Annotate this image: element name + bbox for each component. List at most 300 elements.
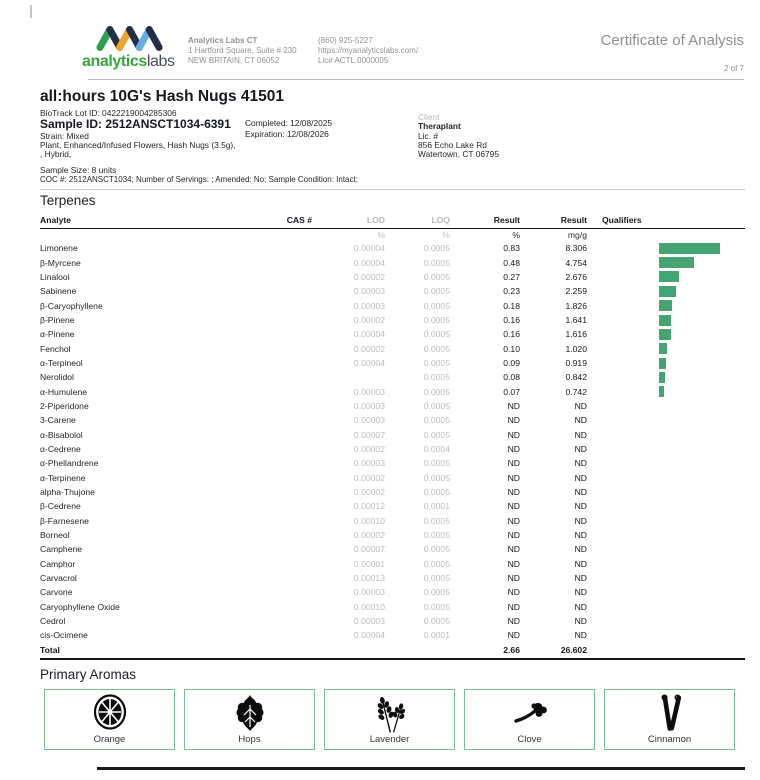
result-mgg-value: 1.826 <box>565 300 587 311</box>
loq-value: 0.0005 <box>423 386 450 397</box>
lod-value: 0.00003 <box>353 400 385 411</box>
result-mgg-value: 1.616 <box>565 329 587 340</box>
client-label: Client <box>418 112 440 122</box>
lod-value: 0.00004 <box>353 630 385 641</box>
lod-value: 0.00003 <box>353 386 385 397</box>
qualifier-cell <box>587 341 745 355</box>
lod-value: 0.00010 <box>353 601 385 612</box>
lod-value: 0.00003 <box>353 300 385 311</box>
matrix-description: Plant, Enhanced/Infused Flowers, Hash Nugs (3.5g), <box>40 140 236 150</box>
result-mgg-value: ND <box>574 601 587 612</box>
result-mgg-value: 2.676 <box>565 271 587 282</box>
lod-value: 0.00002 <box>353 487 385 498</box>
qualifier-cell <box>587 284 745 298</box>
col-result-pct: Result <box>450 212 520 229</box>
unit-cas <box>282 229 312 242</box>
terpene-row <box>40 456 745 470</box>
lod-value: 0.00003 <box>353 616 385 627</box>
lod-value: 0.00012 <box>353 501 385 512</box>
lab-address-block <box>188 36 297 66</box>
lod-value: 0.00004 <box>353 357 385 368</box>
result-mgg-value: 1.641 <box>565 314 587 325</box>
loq-value: 0.0005 <box>423 573 450 584</box>
result-pct-value: ND <box>507 415 520 426</box>
result-pct-value: ND <box>507 515 520 526</box>
result-pct-value: ND <box>507 530 520 541</box>
qualifier-cell <box>587 571 745 585</box>
terpenes-section-title: Terpenes <box>40 193 96 208</box>
result-bar <box>659 286 676 297</box>
cas-value <box>282 270 312 284</box>
unit-lod: % <box>377 230 385 240</box>
terpene-row <box>40 557 745 571</box>
terpenes-section-divider <box>40 189 745 190</box>
result-bar <box>659 372 665 383</box>
loq-value: 0.0005 <box>423 415 450 426</box>
terpene-rows <box>40 241 745 643</box>
result-mgg-value: ND <box>574 472 587 483</box>
lab-address-line1: 1 Hartford Square, Suite # 230 <box>188 46 297 55</box>
analyte-name: Camphor <box>40 558 76 569</box>
client-license: Lic. # <box>418 130 439 141</box>
page-number: 2 of 7 <box>723 64 744 73</box>
result-pct-value: ND <box>507 472 520 483</box>
result-mgg-value: ND <box>574 501 587 512</box>
lod-value: 0.00002 <box>353 443 385 454</box>
loq-value: 0.0005 <box>423 257 450 268</box>
analyte-name: alpha-Thujone <box>40 487 95 498</box>
aroma-label: Lavender <box>369 734 410 745</box>
qualifier-cell <box>587 270 745 284</box>
col-lod: LOD <box>312 212 385 229</box>
qualifier-cell <box>587 255 745 269</box>
analyte-name: α-Terpineol <box>40 357 83 368</box>
cas-value <box>282 442 312 456</box>
cas-value <box>282 471 312 485</box>
loq-value: 0.0005 <box>423 372 450 383</box>
unit-qualifiers <box>587 229 745 242</box>
result-pct-value: 0.23 <box>503 286 520 297</box>
qualifier-cell <box>587 241 745 255</box>
result-bar <box>659 257 694 268</box>
result-mgg-value: ND <box>574 630 587 641</box>
cinnamon-icon <box>605 693 734 733</box>
lod-value <box>312 370 385 384</box>
unit-result-pct: % <box>512 230 520 240</box>
aroma-card-cinnamon <box>604 689 735 750</box>
qualifier-cell <box>587 356 745 370</box>
col-loq: LOQ <box>385 212 450 229</box>
expiration-date: Expiration: 12/08/2026 <box>245 128 329 139</box>
col-qualifiers: Qualifiers <box>587 212 745 229</box>
cas-value <box>282 542 312 556</box>
cas-value <box>282 499 312 513</box>
lab-phone: (860) 925-5227 <box>318 36 373 45</box>
analyte-name: α-Terpinene <box>40 472 86 483</box>
lod-value: 0.00002 <box>353 530 385 541</box>
result-mgg-value: ND <box>574 487 587 498</box>
result-pct-value: ND <box>507 400 520 411</box>
terpene-row <box>40 514 745 528</box>
loq-value: 0.0005 <box>423 400 450 411</box>
qualifier-cell <box>587 514 745 528</box>
terpene-row <box>40 442 745 456</box>
col-analyte: Analyte <box>40 212 282 229</box>
analyte-name: Sabinene <box>40 286 77 297</box>
analyte-name: Caryophyllene Oxide <box>40 601 120 612</box>
loq-value: 0.0005 <box>423 601 450 612</box>
lod-value: 0.00007 <box>353 544 385 555</box>
analyte-name: α-Humulene <box>40 386 88 397</box>
qualifier-cell <box>587 413 745 427</box>
analyte-name: Limonene <box>40 243 78 254</box>
terpene-row <box>40 571 745 585</box>
cas-value <box>282 557 312 571</box>
result-bar <box>659 329 671 340</box>
result-bar <box>659 315 671 326</box>
result-pct-value: 0.10 <box>503 343 520 354</box>
unit-analyte <box>40 229 282 242</box>
analyte-name: Camphene <box>40 544 83 555</box>
qualifier-cell <box>587 471 745 485</box>
lod-value: 0.00010 <box>353 515 385 526</box>
unit-loq: % <box>442 230 450 240</box>
result-pct-value: 0.07 <box>503 386 520 397</box>
analyte-name: 2-Piperidone <box>40 400 89 411</box>
qualifier-cell <box>587 614 745 628</box>
lab-website: https://myanalyticslabs.com/ <box>318 46 419 55</box>
terpene-row <box>40 313 745 327</box>
lod-value: 0.00013 <box>353 573 385 584</box>
loq-value: 0.0005 <box>423 530 450 541</box>
analyte-name: β-Pinene <box>40 314 75 325</box>
result-mgg-value: ND <box>574 429 587 440</box>
analyte-name: cis-Ocimene <box>40 630 88 641</box>
qualifier-cell <box>587 313 745 327</box>
qualifier-cell <box>587 628 745 642</box>
result-pct-value: ND <box>507 429 520 440</box>
orange-slice-icon <box>45 693 174 733</box>
cas-value <box>282 585 312 599</box>
loq-value: 0.0005 <box>423 243 450 254</box>
cas-value <box>282 341 312 355</box>
analyte-name: Borneol <box>40 530 70 541</box>
terpene-row <box>40 255 745 269</box>
aroma-cards-row <box>44 689 744 750</box>
terpene-row <box>40 585 745 599</box>
result-mgg-value: ND <box>574 544 587 555</box>
lod-value: 0.00002 <box>353 472 385 483</box>
crop-mark <box>30 5 32 18</box>
cas-value <box>282 514 312 528</box>
terpene-row <box>40 427 745 441</box>
lod-value: 0.00003 <box>353 587 385 598</box>
result-pct-value: ND <box>507 630 520 641</box>
hops-icon <box>185 693 314 733</box>
terpene-row <box>40 327 745 341</box>
clove-icon <box>465 693 594 733</box>
result-bar <box>659 243 720 254</box>
terpene-row <box>40 499 745 513</box>
cas-value <box>282 456 312 470</box>
result-bar <box>659 386 664 397</box>
result-mgg-value: ND <box>574 515 587 526</box>
cas-value <box>282 399 312 413</box>
result-mgg-value: 8.306 <box>565 243 587 254</box>
analyte-name: α-Bisabolol <box>40 429 83 440</box>
terpene-total-row <box>40 643 745 659</box>
col-result-mgg: Result <box>520 212 587 229</box>
analyte-name: 3-Carene <box>40 415 76 426</box>
terpene-row <box>40 270 745 284</box>
cas-value <box>282 384 312 398</box>
qualifier-cell <box>587 600 745 614</box>
cas-value <box>282 356 312 370</box>
wordmark-labs: labs <box>146 53 175 70</box>
lab-name: Analytics Labs CT <box>188 36 258 45</box>
terpene-row <box>40 298 745 312</box>
result-mgg-value: 1.020 <box>565 343 587 354</box>
qualifier-cell <box>587 384 745 398</box>
result-pct-value: ND <box>507 558 520 569</box>
loq-value: 0.0001 <box>423 630 450 641</box>
result-pct-value: 0.18 <box>503 300 520 311</box>
result-pct-value: 0.16 <box>503 329 520 340</box>
terpene-header-row <box>40 212 745 229</box>
qualifier-cell <box>587 499 745 513</box>
result-pct-value: ND <box>507 573 520 584</box>
terpene-row <box>40 341 745 355</box>
result-pct-value: ND <box>507 601 520 612</box>
loq-value: 0.0005 <box>423 357 450 368</box>
lod-value: 0.00004 <box>353 329 385 340</box>
biotrack-lot-id: BioTrack Lot ID: 0422219004285306 <box>40 108 177 118</box>
analyte-name: β-Myrcene <box>40 257 81 268</box>
phenotype: , Hybrid, <box>40 148 72 159</box>
qualifier-cell <box>587 442 745 456</box>
loq-value: 0.0005 <box>423 515 450 526</box>
qualifier-cell <box>587 370 745 384</box>
lod-value: 0.00002 <box>353 343 385 354</box>
result-pct-value: 0.09 <box>503 357 520 368</box>
aroma-label: Orange <box>93 734 126 745</box>
result-mgg-value: ND <box>574 558 587 569</box>
qualifier-cell <box>587 399 745 413</box>
lab-address-line2: NEW BRITAIN, CT 06052 <box>188 56 280 65</box>
lavender-icon <box>325 693 454 733</box>
result-pct-value: ND <box>507 544 520 555</box>
loq-value: 0.0005 <box>423 314 450 325</box>
terpene-row <box>40 284 745 298</box>
cas-value <box>282 241 312 255</box>
terpene-row <box>40 628 745 642</box>
sample-id: Sample ID: 2512ANSCT1034-6391 <box>40 117 231 131</box>
qualifier-cell <box>587 456 745 470</box>
cas-value <box>282 255 312 269</box>
lod-value: 0.00002 <box>353 271 385 282</box>
unit-result-mgg: mg/g <box>567 230 587 240</box>
loq-value: 0.0005 <box>423 458 450 469</box>
qualifier-cell <box>587 427 745 441</box>
loq-value: 0.0005 <box>423 472 450 483</box>
result-pct-value: 0.83 <box>503 243 520 254</box>
cas-value <box>282 600 312 614</box>
aroma-label: Cinnamon <box>647 734 692 745</box>
result-bar <box>659 358 666 369</box>
result-mgg-value: 0.742 <box>565 386 587 397</box>
document-title: Certificate of Analysis <box>600 32 744 49</box>
client-address-line1: 856 Echo Lake Rd <box>418 139 487 150</box>
loq-value: 0.0005 <box>423 300 450 311</box>
result-mgg-value: ND <box>574 443 587 454</box>
result-mgg-value: 0.919 <box>565 357 587 368</box>
qualifier-cell <box>587 485 745 499</box>
result-pct-value: ND <box>507 501 520 512</box>
client-block <box>418 113 499 159</box>
result-mgg-value: 0.842 <box>565 372 587 383</box>
result-bar <box>659 343 667 354</box>
lod-value: 0.00001 <box>353 558 385 569</box>
analyte-name: β-Caryophyllene <box>40 300 103 311</box>
analyte-name: α-Phellandrene <box>40 458 99 469</box>
header-divider <box>88 79 744 80</box>
cas-value <box>282 413 312 427</box>
loq-value: 0.0005 <box>423 587 450 598</box>
aroma-card-orange <box>44 689 175 750</box>
aroma-card-hops <box>184 689 315 750</box>
result-pct-value: ND <box>507 587 520 598</box>
qualifier-cell <box>587 327 745 341</box>
terpene-row <box>40 356 745 370</box>
loq-value: 0.0005 <box>423 286 450 297</box>
aroma-card-lavender <box>324 689 455 750</box>
lab-license: Lic# ACTL.0000005 <box>318 56 389 65</box>
aroma-label: Hops <box>238 734 261 745</box>
cas-value <box>282 571 312 585</box>
primary-aromas-section-title: Primary Aromas <box>40 667 137 682</box>
cas-value <box>282 614 312 628</box>
result-pct-value: 0.27 <box>503 271 520 282</box>
result-pct-value: 0.16 <box>503 314 520 325</box>
strain: Strain: Mixed <box>40 131 89 141</box>
lod-value: 0.00003 <box>353 286 385 297</box>
lod-value: 0.00004 <box>353 257 385 268</box>
analyte-name: Cedrol <box>40 616 66 627</box>
terpene-row <box>40 542 745 556</box>
loq-value: 0.0001 <box>423 501 450 512</box>
cas-value <box>282 485 312 499</box>
terpene-row <box>40 370 745 384</box>
result-pct-value: ND <box>507 487 520 498</box>
lod-value: 0.00003 <box>353 458 385 469</box>
analyte-name: Carvacrol <box>40 573 77 584</box>
terpene-row <box>40 600 745 614</box>
result-bar <box>659 300 672 311</box>
result-pct-value: ND <box>507 443 520 454</box>
client-name: Theraplant <box>418 121 461 132</box>
result-mgg-value: ND <box>574 415 587 426</box>
terpene-row <box>40 614 745 628</box>
lab-contact-block <box>318 36 418 66</box>
client-address-line2: Watertown, CT 06795 <box>418 149 499 160</box>
analyte-name: α-Cedrene <box>40 443 81 454</box>
cas-value <box>282 427 312 441</box>
terpene-row <box>40 471 745 485</box>
terpenes-table <box>40 212 745 660</box>
result-mgg-value: 2.259 <box>565 286 587 297</box>
page-bottom-rule <box>97 767 745 770</box>
aroma-label: Clove <box>517 734 542 745</box>
lod-value: 0.00007 <box>353 429 385 440</box>
result-pct-value: 0.08 <box>503 372 520 383</box>
result-mgg-value: ND <box>574 530 587 541</box>
total-label: Total <box>40 643 282 659</box>
analyte-name: β-Farnesene <box>40 515 89 526</box>
cas-value <box>282 528 312 542</box>
analyte-name: α-Pinene <box>40 329 75 340</box>
terpene-row <box>40 485 745 499</box>
loq-value: 0.0005 <box>423 487 450 498</box>
terpene-units-row <box>40 229 745 242</box>
qualifier-cell <box>587 298 745 312</box>
cas-value <box>282 370 312 384</box>
terpene-row <box>40 384 745 398</box>
qualifier-cell <box>587 528 745 542</box>
qualifier-cell <box>587 585 745 599</box>
product-title: all:hours 10G's Hash Nugs 41501 <box>40 88 285 105</box>
total-result-mgg: 26.602 <box>520 643 587 659</box>
loq-value: 0.0005 <box>423 429 450 440</box>
result-pct-value: 0.48 <box>503 257 520 268</box>
lod-value: 0.00004 <box>353 243 385 254</box>
cas-value <box>282 298 312 312</box>
result-mgg-value: ND <box>574 587 587 598</box>
loq-value: 0.0004 <box>423 443 450 454</box>
result-mgg-value: ND <box>574 573 587 584</box>
result-pct-value: ND <box>507 458 520 469</box>
analyte-name: Carvone <box>40 587 73 598</box>
result-mgg-value: ND <box>574 458 587 469</box>
analyte-name: Linalool <box>40 271 70 282</box>
analyte-name: Nerolidol <box>40 372 74 383</box>
result-mgg-value: ND <box>574 616 587 627</box>
coc-line: COC #: 2512ANSCT1034; Number of Servings: ; Amended: No; Sample Condition: Intact; <box>40 175 358 184</box>
sample-size: Sample Size: 8 units <box>40 165 117 175</box>
analytics-labs-logo-icon <box>90 23 170 53</box>
result-bar <box>659 271 679 282</box>
terpene-row <box>40 413 745 427</box>
terpene-row <box>40 399 745 413</box>
analyte-name: β-Cedrene <box>40 501 81 512</box>
aroma-card-clove <box>464 689 595 750</box>
terpene-row <box>40 528 745 542</box>
result-mgg-value: 4.754 <box>565 257 587 268</box>
qualifier-cell <box>587 557 745 571</box>
lod-value: 0.00002 <box>353 314 385 325</box>
wordmark-analytics: analytics <box>82 53 147 70</box>
loq-value: 0.0005 <box>423 558 450 569</box>
total-result-pct: 2.66 <box>450 643 520 659</box>
lod-value: 0.00003 <box>353 415 385 426</box>
qualifier-cell <box>587 542 745 556</box>
completed-date: Completed: 12/08/2025 <box>245 118 333 128</box>
terpene-row <box>40 241 745 255</box>
col-cas: CAS # <box>282 212 312 229</box>
analyte-name: Fenchol <box>40 343 71 354</box>
cas-value <box>282 313 312 327</box>
result-pct-value: ND <box>507 616 520 627</box>
analytics-labs-wordmark <box>82 53 175 71</box>
